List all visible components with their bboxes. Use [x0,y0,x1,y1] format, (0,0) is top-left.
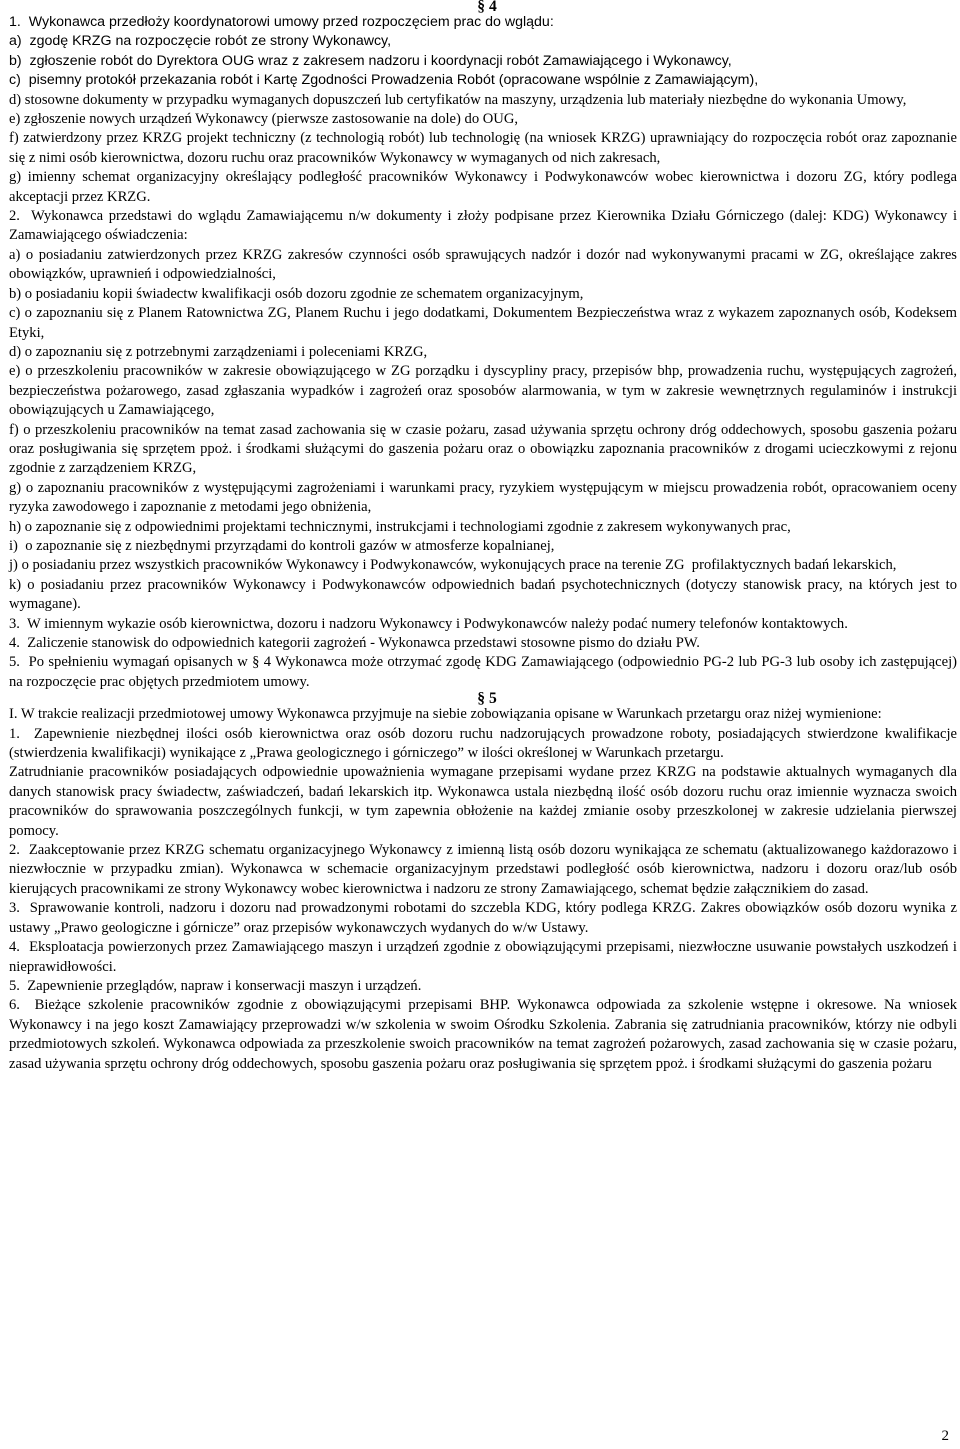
paragraph: i) o zapoznanie się z niezbędnymi przyrządami do kontroli gazów w atmosferze kopalnianej, [9,537,555,554]
paragraph: 3. Sprawowanie kontroli, nadzoru i dozoru nad prowadzonymi robotami do szczebla KDG, który podlega KRZG. Zakres obowiązków osób dozoru wynika z ustawy „Prawo geologiczne i górnicze” oraz przepisów wykonawczych wydanych do w/w Ustawy. [9,900,957,936]
paragraph: d) o zapoznaniu się z potrzebnymi zarządzeniami i poleceniami KRZG, [9,343,428,360]
paragraph: 3. W imiennym wykazie osób kierownictwa, dozoru i nadzoru Wykonawcy i Podwykonawców należy podać numery telefonów kontaktowych. [9,615,848,632]
paragraph: a) zgodę KRZG na rozpoczęcie robót ze strony Wykonawcy, [9,33,392,50]
paragraph: c) pisemny protokół przekazania robót i Kartę Zgodności Prowadzenia Robót (opracowane wspólnie z Zamawiającym), [9,72,759,89]
paragraph: 5. Po spełnieniu wymagań opisanych w § 4 Wykonawca może otrzymać zgodę KDG Zamawiającego (odpowiednio PG-2 lub PG-3 lub osoby ich zastępującej) na rozpoczęcie prac objętych przedmiotem umowy. [9,654,957,690]
paragraph: h) o zapoznanie się z odpowiednimi projektami technicznymi, instrukcjami i technologiami zgodnie z zakresem wykonywanych prac, [9,518,791,535]
page-number: 2 [941,1428,949,1444]
paragraph: 6. Bieżące szkolenie pracowników zgodnie z obowiązującymi przepisami BHP. Wykonawca odpowiada za szkolenie wstępne i okresowe. Na wniosek Wykonawcy i na jego koszt Zamawiający przeprowadzi w/w szkolenia w swoim Ośrodku Szkolenia. Zabrania się zatrudniania pracowników, którzy nie odbyli przedmiotowych szkoleń. Wykonawca odpowiada za przeszkolenie swoich pracowników na temat zagrożeń pożarowych, zasad zachowania się w czasie pożaru, zasad używania sprzętu ochrony dróg oddechowych, sposobu gaszenia pożaru oraz posługiwania się sprzętem ppoż. i środkami służącymi do gaszenia pożaru [9,997,957,1072]
section-heading-5: § 5 [477,690,497,708]
paragraph: Zatrudnianie pracowników posiadających odpowiednie upoważnienia wymagane przepisami wydane przez KRZG na podstawie aktualnych wymaganych dla danych stanowisk pracy świadectw, zaświadczeń, badań lekarskich itp. Wykonawca ustala niezbędną ilość osób dozoru ruchu oraz imiennie wyznacza swoich pracowników do sprawowania poszczególnych funkcji, w tym zapewnia obłożenie na każdej zmianie osoby przeszkolonej w zakresie udzielania pierwszej pomocy. [9,764,957,839]
paragraph: 4. Zaliczenie stanowisk do odpowiednich kategorii zagrożeń - Wykonawca przedstawi stosowne pismo do działu PW. [9,635,700,651]
paragraph: g) o zapoznaniu pracowników z występującymi zagrożeniami i warunkami pracy, ryzykiem występującym w miejscu prowadzenia robót, opracowaniem oceny ryzyka zawodowego i zapoznanie z metodami jego obniżenia, [9,479,957,516]
document-body [9,0,957,1074]
paragraph: d) stosowne dokumenty w przypadku wymaganych dopuszczeń lub certyfikatów na maszyny, urządzenia lub materiały niezbędne do wykonania Umowy, [9,91,907,108]
paragraph: f) zatwierdzony przez KRZG projekt techniczny (z technologią robót) lub technologię (na wniosek KRZG) uprawniający do rozpoczęcia robót oraz zapoznanie się z nimi osób kierownictwa, dozoru ruchu oraz pracowników Wykonawcy w wymaganych od nich zakresach, [9,130,957,166]
paragraph: g) imienny schemat organizacyjny określający podległość pracowników Wykonawcy i Podwykonawców wobec kierownictwa i dozoru ZG, który podlega akceptacji przez KRZG. [9,169,957,205]
paragraph: b) zgłoszenie robót do Dyrektora OUG wraz z zakresem nadzoru i koordynacji robót Zamawiającego i Wykonawcy, [9,52,732,69]
paragraph: f) o przeszkoleniu pracowników na temat zasad zachowania się w czasie pożaru, zasad używania sprzętu ochrony dróg oddechowych, sposobu gaszenia pożaru oraz posługiwania się sprzętem ppoż. i środkami służącymi do gaszenia pożaru oraz o obowiązku zapoznania pracowników z drogami ucieczkowymi z rejonu zgodnie z zarządzeniem KRZG, [9,421,957,477]
paragraph: k) o posiadaniu przez pracowników Wykonawcy i Podwykonawców odpowiednich badań psychotechnicznych (dotyczy stanowisk pracy, na których jest to wymagane). [9,576,957,613]
section-5-body [9,705,957,1074]
paragraph: c) o zapoznaniu się z Planem Ratownictwa ZG, Planem Ruchu i jego dodatkami, Dokumentem Bezpieczeństwa wraz z wykazem zapoznanych osób, Kodeksem Etyki, [9,305,957,341]
paragraph: 5. Zapewnienie przeglądów, napraw i konserwacji maszyn i urządzeń. [9,977,422,994]
paragraph: I. W trakcie realizacji przedmiotowej umowy Wykonawca przyjmuje na siebie zobowiązania opisane w Warunkach przetargu oraz niżej wymienione: [9,706,882,723]
paragraph: 1. Zapewnienie niezbędnej ilości osób kierownictwa oraz osób dozoru ruchu nadzorujących prowadzone roboty, posiadających stwierdzone kwalifikacje (stwierdzenia kwalifikacji) wynikające z „Prawa geologicznego i górniczego” w ilości określonej w Warunkach przetargu. [9,725,957,762]
section-heading-4: § 4 [477,0,497,15]
paragraph: j) o posiadaniu przez wszystkich pracowników Wykonawcy i Podwykonawców, wykonujących prace na terenie ZG profilaktycznych badań lekarskich, [9,557,897,574]
paragraph: 2. Zaakceptowanie przez KRZG schematu organizacyjnego Wykonawcy z imienną listą osób dozoru wynikająca ze schematu (aktualizowanego każdorazowo i niezwłocznie w przypadku zmian). Wykonawca w schemacie organizacyjnym przedstawi podległość osób kierownictwa, nadzoru i dozoru oraz/lub osób kierujących pracownikami ze strony Wykonawcy wobec kierownictwa i nadzoru ze strony Zamawiającego, schemat będzie załącznikiem do zasad. [9,842,957,897]
paragraph: b) o posiadaniu kopii świadectw kwalifikacji osób dozoru zgodnie ze schematem organizacyjnym, [9,285,584,302]
paragraph: e) o przeszkoleniu pracowników w zakresie obowiązującego w ZG porządku i dyscypliny pracy, przepisów bhp, prowadzenia ruchu, występujących zagrożeń, bezpieczeństwa pożarowego, zasad zgłaszania wypadków i zagrożeń oraz sposobów alarmowania, w tym w zakresie wewnętrznych regulaminów i instrukcji obowiązujących u Zamawiającego, [9,363,957,419]
paragraph: 1. Wykonawca przedłoży koordynatorowi umowy przed rozpoczęciem prac do wglądu: [9,14,554,30]
section-4-body [9,13,957,692]
paragraph: 4. Eksploatacja powierzonych przez Zamawiającego maszyn i urządzeń zgodnie z obowiązującymi przepisami, niezwłoczne usuwanie powstałych uszkodzeń i nieprawidłowości. [9,939,957,975]
paragraph: 2. Wykonawca przedstawi do wglądu Zamawiającemu n/w dokumenty i złoży podpisane przez Kierownika Działu Górniczego (dalej: KDG) Wykonawcy i Zamawiającego oświadczenia: [9,208,957,244]
paragraph: a) o posiadaniu zatwierdzonych przez KRZG zakresów czynności osób sprawujących nadzór i dozór nad wykonywanymi pracami w ZG, określające zakres obowiązków, uprawnień i odpowiedzialności, [9,246,957,283]
paragraph: e) zgłoszenie nowych urządzeń Wykonawcy (pierwsze zastosowanie na dole) do OUG, [9,111,519,128]
